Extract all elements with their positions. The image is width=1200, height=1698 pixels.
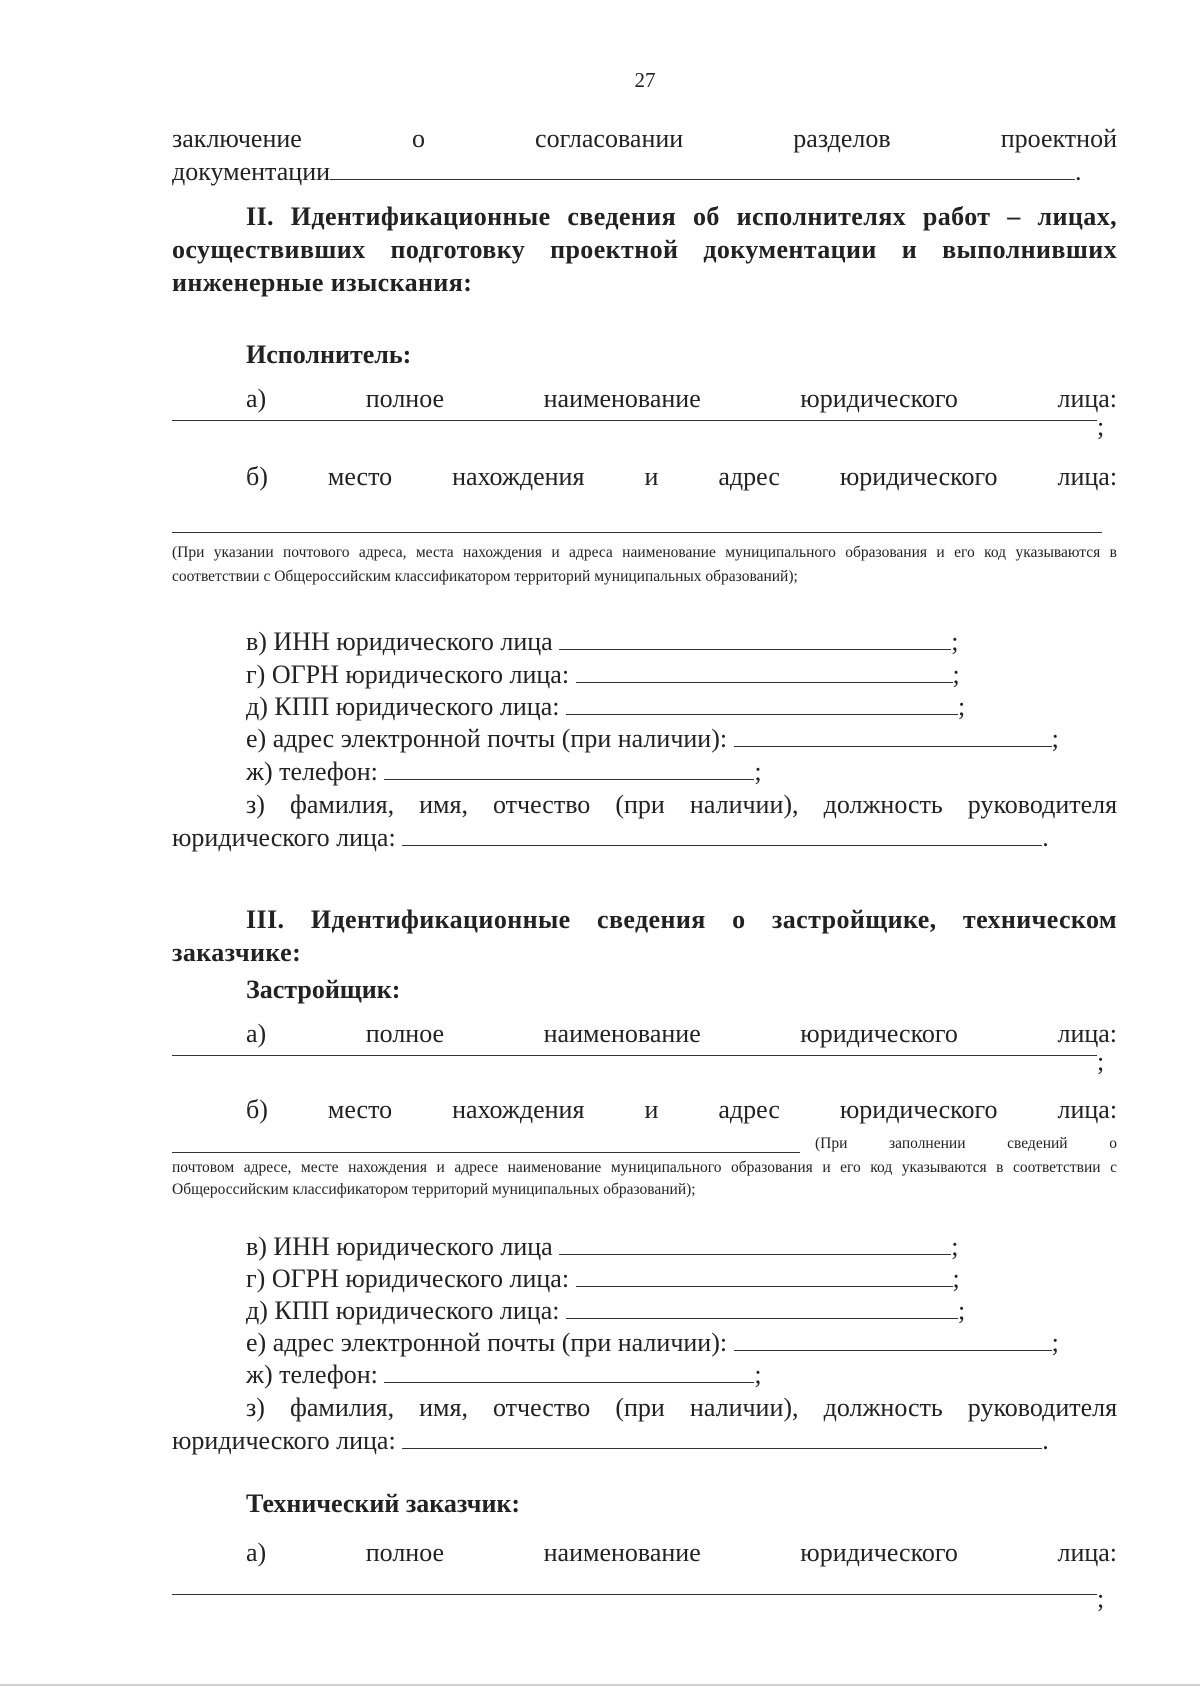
- word: б): [246, 462, 268, 491]
- semicolon: ;: [957, 692, 966, 721]
- tech-customer-subheading: Технический заказчик:: [246, 1489, 521, 1518]
- word: должность: [823, 1393, 943, 1422]
- word: лица:: [1057, 1538, 1118, 1567]
- email-blank[interactable]: [734, 1328, 1052, 1351]
- tech-customer-a-line: [246, 1536, 1117, 1569]
- word: фамилия,: [289, 1393, 395, 1422]
- executor-kpp-line: [246, 690, 965, 723]
- developer-b-line: [246, 1093, 1117, 1126]
- executor-address-blank[interactable]: [172, 532, 1102, 533]
- kpp-blank[interactable]: [566, 1296, 958, 1319]
- word: з): [246, 1393, 265, 1422]
- head-label: юридического лица:: [172, 1426, 396, 1455]
- head-blank[interactable]: [402, 1426, 1042, 1449]
- word: полное: [365, 384, 445, 413]
- word: полное: [365, 1019, 445, 1048]
- developer-head-line: [246, 1391, 1117, 1424]
- documentation-line: [172, 155, 1117, 188]
- word: юридического: [800, 384, 958, 413]
- kpp-label: д) КПП юридического лица:: [246, 692, 560, 721]
- inn-blank[interactable]: [559, 627, 951, 650]
- developer-subheading: Застройщик:: [246, 975, 401, 1004]
- developer-email-line: [246, 1326, 1059, 1359]
- word: разделов: [793, 124, 891, 153]
- executor-name-blank[interactable]: [172, 420, 1097, 421]
- word: з): [246, 790, 265, 819]
- word: должность: [823, 790, 943, 819]
- word: юридического: [800, 1538, 958, 1567]
- email-label: е) адрес электронной почты (при наличии):: [246, 724, 728, 753]
- inn-label: в) ИНН юридического лица: [246, 627, 553, 656]
- kpp-label: д) КПП юридического лица:: [246, 1296, 560, 1325]
- executor-subheading: Исполнитель:: [246, 340, 412, 369]
- word: и: [644, 1095, 659, 1124]
- executor-email-line: [246, 722, 1059, 755]
- word: согласовании: [535, 124, 684, 153]
- word: наличии),: [689, 1393, 799, 1422]
- phone-blank[interactable]: [384, 1360, 754, 1383]
- word: наименование: [543, 1019, 701, 1048]
- word: наименование: [543, 384, 701, 413]
- word: руководителя: [967, 790, 1118, 819]
- executor-address-note: (При указании почтового адреса, места нахождения и адреса наименование муниципального образования и его код указываются в соответствии с Общероссийским классификатором территорий муниципальных образований);: [172, 544, 1117, 585]
- word: а): [246, 384, 267, 413]
- conclusion-line: [172, 122, 1117, 155]
- page-number: 27: [634, 68, 656, 92]
- word: наименование: [543, 1538, 701, 1567]
- semicolon: ;: [957, 1296, 966, 1325]
- word: юридического: [800, 1019, 958, 1048]
- developer-inn-line: [246, 1230, 958, 1263]
- semicolon: ;: [1097, 1047, 1105, 1076]
- word: и: [644, 462, 659, 491]
- word: место: [327, 462, 393, 491]
- word: лица:: [1057, 1019, 1118, 1048]
- period: .: [1042, 823, 1049, 852]
- semicolon: ;: [754, 757, 762, 786]
- period: .: [1042, 1426, 1049, 1455]
- developer-kpp-line: [246, 1294, 965, 1327]
- tech-customer-name-blank[interactable]: [172, 1594, 1097, 1595]
- word: а): [246, 1538, 267, 1567]
- executor-inn-line: [246, 625, 958, 658]
- email-blank[interactable]: [734, 724, 1052, 747]
- word: нахождения: [452, 1095, 585, 1124]
- ogrn-label: г) ОГРН юридического лица:: [246, 1264, 570, 1293]
- documentation-label: документации: [172, 157, 331, 186]
- developer-address-note: почтовом адресе, месте нахождения и адресе наименование муниципального образования и его код указываются в соответствии с Общероссийским классификатором территорий муниципальных образований);: [172, 1159, 1117, 1198]
- word: б): [246, 1095, 268, 1124]
- inn-label: в) ИНН юридического лица: [246, 1232, 553, 1261]
- word: лица:: [1057, 1095, 1118, 1124]
- word: адрес: [718, 462, 780, 491]
- kpp-blank[interactable]: [566, 692, 958, 715]
- developer-head-line-2: [172, 1424, 1117, 1457]
- section-2-heading-text: II. Идентификационные сведения об исполнителях работ – лицах, осуществивших подготовку проектной документации и выполнивших инженерные изыскания:: [172, 202, 1117, 297]
- semicolon: ;: [1097, 1584, 1105, 1613]
- developer-a-line: [246, 1017, 1117, 1050]
- semicolon: ;: [1051, 1328, 1059, 1357]
- word: лица:: [1057, 462, 1118, 491]
- ogrn-label: г) ОГРН юридического лица:: [246, 660, 570, 689]
- word: заключение: [172, 124, 302, 153]
- word: наличии),: [689, 790, 799, 819]
- phone-label: ж) телефон:: [246, 757, 378, 786]
- word: а): [246, 1019, 267, 1048]
- word: (при: [615, 790, 665, 819]
- word: юридического: [839, 462, 998, 491]
- word: имя,: [419, 790, 468, 819]
- phone-blank[interactable]: [384, 757, 754, 780]
- word: лица:: [1057, 384, 1118, 413]
- email-label: е) адрес электронной почты (при наличии):: [246, 1328, 728, 1357]
- executor-b-line: [246, 460, 1117, 493]
- developer-address-blank[interactable]: [172, 1152, 800, 1153]
- semicolon: ;: [754, 1360, 762, 1389]
- word: имя,: [419, 1393, 468, 1422]
- section-2-heading: [172, 200, 1117, 299]
- word: полное: [365, 1538, 445, 1567]
- developer-ogrn-line: [246, 1262, 960, 1295]
- head-blank[interactable]: [402, 823, 1042, 846]
- semicolon: ;: [952, 1264, 960, 1293]
- semicolon: ;: [951, 627, 959, 656]
- phone-label: ж) телефон:: [246, 1360, 378, 1389]
- developer-note-start: (При заполнении сведений о: [815, 1135, 1117, 1152]
- executor-head-line-2: [172, 821, 1117, 854]
- section-3-heading: [172, 903, 1117, 969]
- word: юридического: [839, 1095, 998, 1124]
- word: руководителя: [967, 1393, 1118, 1422]
- semicolon: ;: [952, 660, 960, 689]
- word: адрес: [718, 1095, 780, 1124]
- documentation-blank[interactable]: [330, 157, 1075, 180]
- executor-phone-line: [246, 755, 762, 788]
- head-label: юридического лица:: [172, 823, 396, 852]
- word: (при: [615, 1393, 665, 1422]
- word: отчество: [493, 790, 591, 819]
- executor-ogrn-line: [246, 658, 960, 691]
- semicolon: ;: [1097, 412, 1105, 441]
- executor-head-line: [246, 788, 1117, 821]
- word: о: [411, 124, 425, 153]
- section-3-heading-text: III. Идентификационные сведения о застройщике, техническом заказчике:: [172, 905, 1117, 967]
- page-bottom-edge: [0, 1684, 1200, 1686]
- semicolon: ;: [951, 1232, 959, 1261]
- word: нахождения: [452, 462, 585, 491]
- word: отчество: [493, 1393, 591, 1422]
- word: место: [327, 1095, 393, 1124]
- semicolon: ;: [1051, 724, 1059, 753]
- word: фамилия,: [289, 790, 395, 819]
- word: проектной: [1000, 124, 1118, 153]
- developer-phone-line: [246, 1358, 762, 1391]
- inn-blank[interactable]: [559, 1232, 951, 1255]
- ogrn-blank[interactable]: [576, 660, 953, 683]
- period: .: [1075, 157, 1082, 186]
- developer-name-blank[interactable]: [172, 1055, 1097, 1056]
- executor-a-line: [246, 382, 1117, 415]
- ogrn-blank[interactable]: [576, 1264, 953, 1287]
